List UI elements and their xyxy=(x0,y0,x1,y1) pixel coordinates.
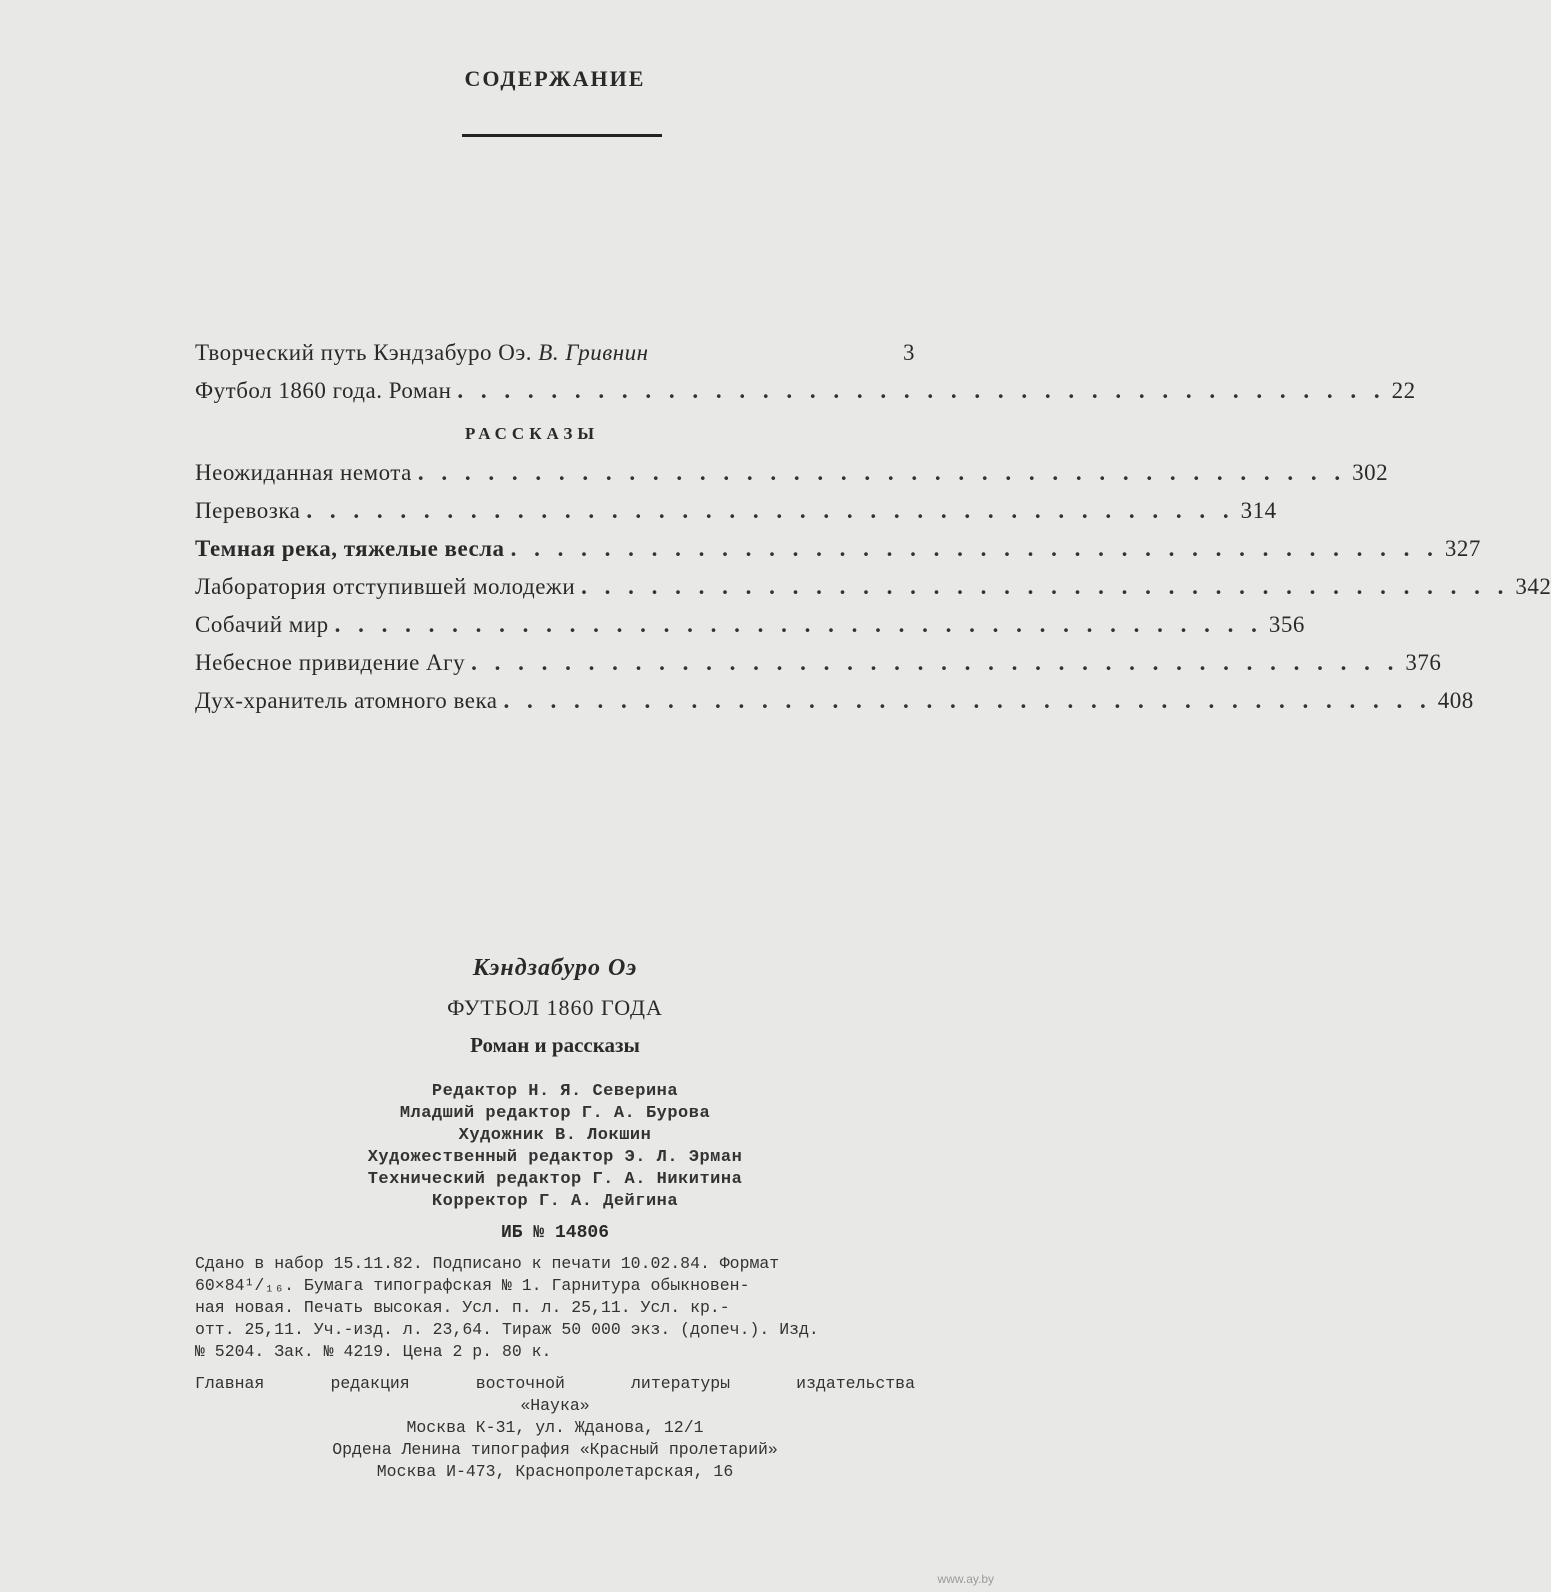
toc-leader: . . . . . . . . . . . . . . . . . . . . . . . . . . . . . . . . . . . . . . . . xyxy=(457,378,1386,403)
toc-leader: . . . . . . . . . . . . . . . . . . . . . . . . . . . . . . . . . . . . . . . . xyxy=(417,460,1347,485)
toc-entry xyxy=(195,612,1305,650)
technical-details xyxy=(195,1253,915,1363)
toc-entry xyxy=(195,498,1277,536)
toc-page-number: 327 xyxy=(1444,536,1481,561)
toc-entry-title: Дух-хранитель атомного века xyxy=(195,688,498,713)
toc-entry-title: Перевозка xyxy=(195,498,301,523)
tech-line: ная новая. Печать высокая. Усл. п. л. 25,11. Усл. кр.- xyxy=(195,1298,730,1317)
publisher-line: Главная редакция восточной литературы издательства xyxy=(195,1374,915,1393)
credit-line: Художественный редактор Э. Л. Эрман xyxy=(367,1148,743,1167)
imprint-block xyxy=(180,955,930,1483)
site-watermark: www.ay.by xyxy=(937,1572,994,1586)
toc-leader: . . . . . . . . . . . . . . . . . . . . . . . . . . . . . . . . . . . . . . . . xyxy=(503,688,1432,713)
publisher-line: «Наука» xyxy=(520,1396,590,1415)
toc-leader: . . . . . . . . . . . . . . . . . . . . . . . . . . . . . . . . . . . . . . . . xyxy=(581,574,1510,599)
toc-page-number: 314 xyxy=(1240,498,1277,523)
contents-heading: СОДЕРЖАНИЕ xyxy=(464,66,646,91)
toc-entry-title: Небесное привидение Агу xyxy=(195,650,466,675)
toc-page-number: 3 xyxy=(903,340,915,365)
credits-list xyxy=(180,1081,930,1213)
toc-leader: . . . . . . . . . . . . . . . . . . . . . . . . . . . . . . . . . . . . . . . . xyxy=(471,650,1400,675)
section-heading-stories: РАССКАЗЫ xyxy=(465,424,600,443)
publisher-line: Ордена Ленина типография «Красный пролетарий» xyxy=(332,1440,778,1459)
tech-line: отт. 25,11. Уч.-изд. л. 23,64. Тираж 50 000 экз. (допеч.). Изд. xyxy=(195,1320,819,1339)
tech-line: 60×84¹/₁₆. Бумага типографская № 1. Гарнитура обыкновен- xyxy=(195,1276,750,1295)
credit-line: Младший редактор Г. А. Бурова xyxy=(399,1104,711,1123)
toc-page-number: 342 xyxy=(1515,574,1551,599)
ib-number: ИБ № 14806 xyxy=(500,1223,610,1243)
imprint-author: Кэндзабуро Оэ xyxy=(472,955,638,981)
credit-line: Художник В. Локшин xyxy=(458,1126,652,1145)
toc-leader: . . . . . . . . . . . . . . . . . . . . . . . . . . . . . . . . . . . . . . . . xyxy=(306,498,1235,523)
toc-entry xyxy=(195,460,1389,498)
table-of-contents xyxy=(195,340,1551,726)
toc-entry-title: Футбол 1860 года. Роман xyxy=(195,378,452,403)
toc-entry-title: Лаборатория отступившей молодежи xyxy=(195,574,576,599)
publisher-line: Москва И-473, Краснопролетарская, 16 xyxy=(376,1462,734,1481)
toc-page-number: 22 xyxy=(1391,378,1416,403)
toc-entry xyxy=(195,650,1442,688)
tech-line: № 5204. Зак. № 4219. Цена 2 р. 80 к. xyxy=(195,1342,552,1361)
imprint-book-title: ФУТБОЛ 1860 ГОДА xyxy=(447,995,663,1020)
toc-page-number: 376 xyxy=(1405,650,1442,675)
toc-entry xyxy=(195,378,1416,416)
imprint-subtitle: Роман и рассказы xyxy=(470,1033,640,1057)
toc-page-number: 408 xyxy=(1437,688,1474,713)
toc-entry-title: Творческий путь Кэндзабуро Оэ. В. Гривнин xyxy=(195,340,649,365)
toc-entry-title: Темная река, тяжелые весла xyxy=(195,536,505,561)
toc-entry-title: Собачий мир xyxy=(195,612,329,637)
toc-entry xyxy=(195,340,915,378)
heading-rule xyxy=(462,134,662,137)
toc-leader: . . . . . . . . . . . . . . . . . . . . . . . . . . . . . . . . . . . . . . . . xyxy=(510,536,1439,561)
toc-entry-title: Неожиданная немота xyxy=(195,460,412,485)
toc-entry xyxy=(195,688,1474,726)
publisher-info xyxy=(180,1373,930,1483)
toc-page-number: 302 xyxy=(1352,460,1389,485)
credit-line: Редактор Н. Я. Северина xyxy=(431,1082,679,1101)
toc-entry xyxy=(195,536,1481,574)
toc-page-number: 356 xyxy=(1268,612,1305,637)
toc-leader: . . . . . . . . . . . . . . . . . . . . . . . . . . . . . . . . . . . . . . . . xyxy=(334,612,1263,637)
credit-line: Корректор Г. А. Дейгина xyxy=(431,1192,679,1211)
toc-entry xyxy=(195,574,1551,612)
toc-entry-author: В. Гривнин xyxy=(538,340,649,365)
tech-line: Сдано в набор 15.11.82. Подписано к печати 10.02.84. Формат xyxy=(195,1254,780,1273)
publisher-line: Москва К-31, ул. Жданова, 12/1 xyxy=(406,1418,704,1437)
credit-line: Технический редактор Г. А. Никитина xyxy=(367,1170,743,1189)
